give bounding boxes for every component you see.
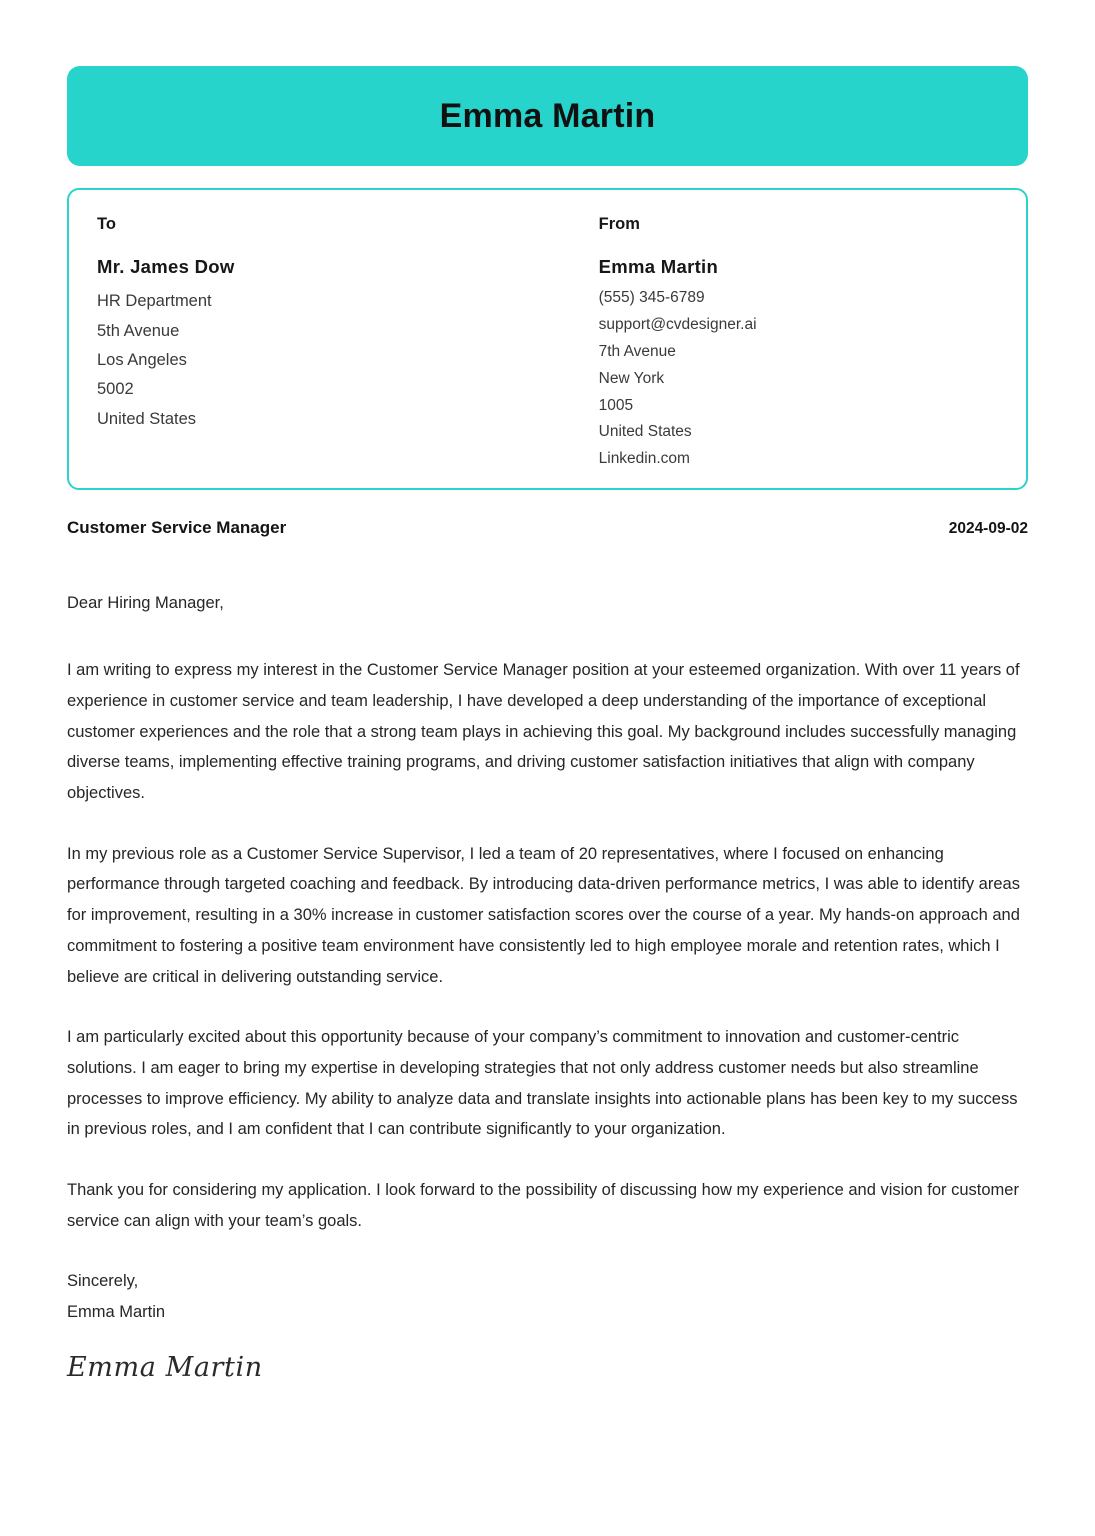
closing-block	[67, 1266, 1028, 1383]
applicant-name-heading: Emma Martin	[439, 97, 656, 135]
signature-script: Emma Martin	[67, 1351, 263, 1383]
sender-linkedin: Linkedin.com	[598, 450, 690, 468]
recipient-column	[69, 216, 567, 488]
recipient-line: 5th Avenue	[97, 321, 180, 340]
letter-body	[67, 588, 1028, 1381]
recipient-line: 5002	[97, 380, 134, 399]
recipient-line: HR Department	[97, 292, 212, 311]
body-paragraph: In my previous role as a Customer Service Supervisor, I led a team of 20 representatives, where I focused on enhancing performance through targeted coaching and feedback. By introducing data-driven performance metrics, I was able to identify areas for improvement, resulting in a 30% increase in customer satisfaction scores over the course of a year. My hands-on approach and commitment to fostering a positive team environment have consistently led to high employee morale and retention rates, which I believe are critical in delivering outstanding service.	[67, 844, 1020, 986]
recipient-line: United States	[97, 409, 197, 428]
body-paragraph: Thank you for considering my application. I look forward to the possibility of discussing how my experience and vision for customer service can align with your team’s goals.	[67, 1180, 1019, 1230]
recipient-name: Mr. James Dow	[97, 255, 235, 277]
closing-name: Emma Martin	[67, 1303, 166, 1322]
sender-line: New York	[598, 369, 665, 387]
salutation: Dear Hiring Manager,	[67, 594, 224, 612]
position-title: Customer Service Manager	[67, 518, 287, 537]
name-banner	[67, 66, 1028, 166]
sender-name: Emma Martin	[598, 255, 719, 277]
subject-row	[67, 518, 1028, 539]
sender-heading: From	[598, 215, 640, 233]
body-paragraph: I am writing to express my interest in the Customer Service Manager position at your esteemed organization. With over 11 years of experience in customer service and team leadership, I have developed a deep understanding of the importance of exceptional customer experiences and the role that a strong team plays in achieving this goal. My background includes successfully managing diverse teams, implementing effective training programs, and driving customer satisfaction initiatives that align with company objectives.	[67, 661, 1020, 803]
sender-line: 7th Avenue	[598, 342, 676, 360]
sender-line: United States	[598, 423, 692, 441]
body-paragraph: I am particularly excited about this opportunity because of your company’s commitment to innovation and customer-centric solutions. I am eager to bring my expertise in developing strategies that not only address customer needs but also streamline processes to improve efficiency. My ability to analyze data and translate insights into actionable plans has been key to my success in previous roles, and I am confident that I can contribute significantly to your organization.	[67, 1028, 1018, 1139]
sender-line: 1005	[598, 396, 634, 414]
sender-column	[567, 216, 1026, 488]
recipient-heading: To	[97, 215, 116, 233]
recipient-line: Los Angeles	[97, 351, 187, 370]
sender-phone: (555) 345-6789	[598, 289, 705, 307]
letter-date: 2024-09-02	[948, 520, 1028, 537]
closing-salutation: Sincerely,	[67, 1272, 139, 1291]
sender-email: support@cvdesigner.ai	[598, 316, 757, 334]
contact-details-box	[67, 188, 1028, 490]
